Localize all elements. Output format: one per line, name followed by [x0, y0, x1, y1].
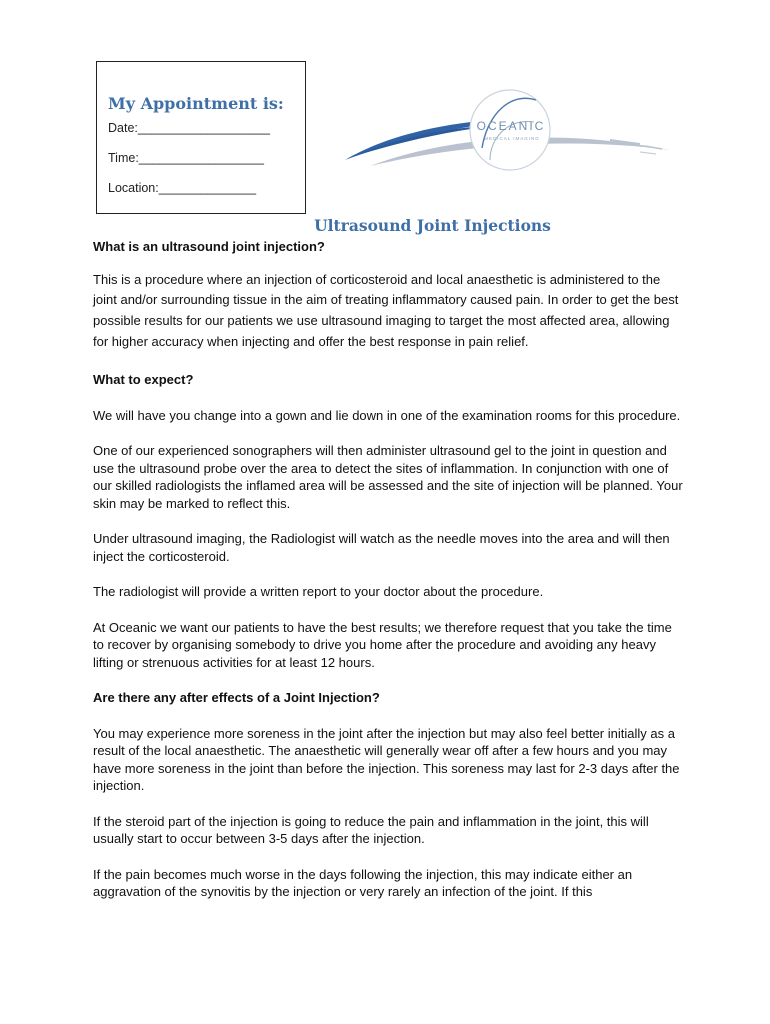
- paragraph-expect-1: We will have you change into a gown and lie down in one of the examination rooms for this procedure.: [93, 407, 681, 423]
- paragraph-expect-4: The radiologist will provide a written report to your doctor about the procedure.: [93, 584, 544, 600]
- paragraph-after-1: You may experience more soreness in the joint after the injection but may also feel better initially as a result of the local anaesthetic. The anaesthetic will generally wear off after a few hours and you may have more soreness in the joint than before the injection. This soreness may last for 2-3 days after the injection.: [93, 725, 680, 794]
- logo-tagline: MEDICAL IMAGING: [484, 136, 540, 141]
- appointment-location-field: Location:______________: [108, 181, 257, 195]
- logo-wordmark: OCEANIC: [476, 119, 546, 133]
- paragraph-expect-3: Under ultrasound imaging, the Radiologist will watch as the needle moves into the area and will then inject the corticosteroid.: [93, 531, 670, 564]
- paragraph-expect-5: At Oceanic we want our patients to have the best results; we therefore request that you take the time to recover by organising somebody to drive you home after the procedure and avoiding any heavy lifting or strenuous activities for at least 12 hours.: [93, 619, 672, 670]
- heading-what-is: What is an ultrasound joint injection?: [93, 239, 325, 254]
- appointment-date-field: Date:___________________: [108, 121, 270, 135]
- heading-what-to-expect: What to expect?: [93, 372, 194, 388]
- document-title: Ultrasound Joint Injections: [314, 216, 551, 235]
- paragraph-after-3: If the pain becomes much worse in the days following the injection, this may indicate either an aggravation of the synovitis by the injection or very rarely an infection of the joint. If this: [93, 866, 633, 900]
- heading-after-effects: Are there any after effects of a Joint Injection?: [93, 690, 380, 706]
- document-body: [93, 238, 683, 901]
- appointment-title: My Appointment is:: [108, 94, 284, 113]
- paragraph-what-is: This is a procedure where an injection of corticosteroid and local anaesthetic is administered to the joint and/or surrounding tissue in the aim of treating inflammatory caused pain. In order to get the best possible results for our patients we use ultrasound imaging to target the most affected area, allowing for higher accuracy when injecting and offer the best response in pain relief.: [93, 271, 679, 349]
- paragraph-expect-2: One of our experienced sonographers will then administer ultrasound gel to the joint in question and use the ultrasound probe over the area to detect the sites of inflammation. In conjunction with one of our skilled radiologists the inflamed area will be assessed and the site of injection will be planned. Your skin may be marked to reflect this.: [93, 443, 683, 511]
- paragraph-after-2: If the steroid part of the injection is going to reduce the pain and inflammation in the joint, this will usually start to occur between 3-5 days after the injection.: [93, 813, 649, 847]
- appointment-box: [96, 61, 306, 214]
- oceanic-logo: [340, 78, 680, 178]
- appointment-time-field: Time:__________________: [108, 151, 264, 165]
